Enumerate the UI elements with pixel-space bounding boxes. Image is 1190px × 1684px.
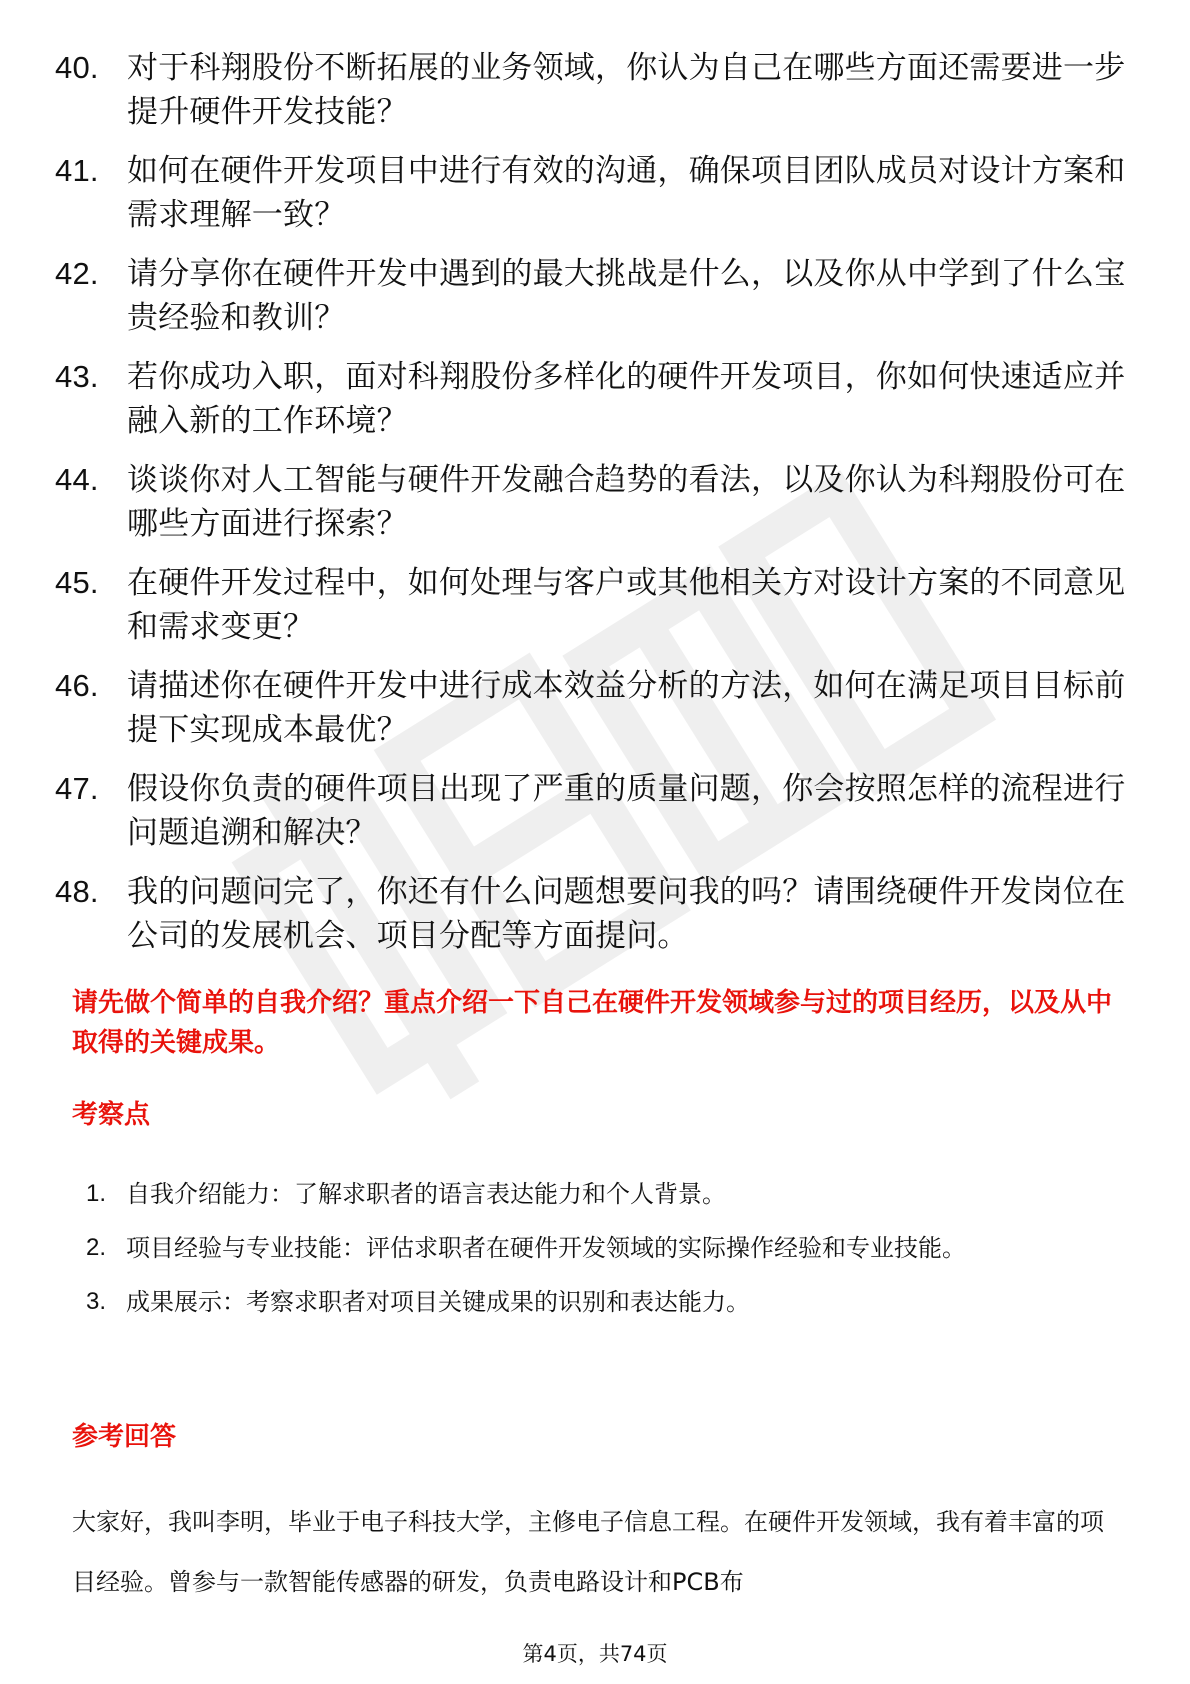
question-text: 谈谈你对人工智能与硬件开发融合趋势的看法，以及你认为科翔股份可在哪些方面进行探索？	[127, 462, 1126, 542]
question-text: 请分享你在硬件开发中遇到的最大挑战是什么，以及你从中学到了什么宝贵经验和教训？	[127, 256, 1126, 336]
point-number: 2.	[86, 1234, 107, 1261]
point-text: 项目经验与专业技能：评估求职者在硬件开发领域的实际操作经验和专业技能。	[126, 1234, 966, 1262]
point-number: 1.	[86, 1180, 107, 1207]
list-item	[55, 458, 1135, 546]
points-heading: 考察点	[72, 1100, 151, 1130]
question-text: 请描述你在硬件开发中进行成本效益分析的方法，如何在满足项目目标前提下实现成本最优？	[127, 668, 1126, 748]
answer-text: 大家好，我叫李明，毕业于电子科技大学，主修电子信息工程。在硬件开发领域，我有着丰富的项目经验。曾参与一款智能传感器的研发，负责电路设计和PCB布	[72, 1508, 1104, 1596]
list-item	[55, 252, 1135, 340]
question-number: 42.	[55, 256, 99, 291]
question-number: 43.	[55, 359, 99, 394]
question-number: 45.	[55, 565, 99, 600]
question-text: 在硬件开发过程中，如何处理与客户或其他相关方对设计方案的不同意见和需求变更？	[127, 565, 1126, 645]
question-text: 假设你负责的硬件项目出现了严重的质量问题，你会按照怎样的流程进行问题追溯和解决？	[127, 771, 1126, 851]
question-number: 48.	[55, 874, 99, 909]
list-item	[86, 1221, 1126, 1275]
point-number: 3.	[86, 1288, 107, 1315]
points-list	[86, 1167, 1126, 1329]
question-text: 对于科翔股份不断拓展的业务领域，你认为自己在哪些方面还需要进一步提升硬件开发技能？	[127, 50, 1126, 130]
question-number: 41.	[55, 153, 99, 188]
page-footer: 第4页，共74页	[522, 1642, 668, 1666]
list-item	[55, 561, 1135, 649]
list-item	[55, 46, 1135, 134]
question-text: 若你成功入职，面对科翔股份多样化的硬件开发项目，你如何快速适应并融入新的工作环境？	[127, 359, 1126, 439]
list-item	[86, 1167, 1126, 1221]
answer-heading: 参考回答	[72, 1422, 177, 1452]
list-item	[86, 1275, 1126, 1329]
list-item	[55, 767, 1135, 855]
list-item	[55, 149, 1135, 237]
question-text: 我的问题问完了，你还有什么问题想要问我的吗？请围绕硬件开发岗位在公司的发展机会、项目分配等方面提问。	[127, 874, 1126, 954]
question-number: 47.	[55, 771, 99, 806]
point-text: 自我介绍能力：了解求职者的语言表达能力和个人背景。	[126, 1180, 726, 1208]
point-text: 成果展示：考察求职者对项目关键成果的识别和表达能力。	[126, 1288, 750, 1316]
featured-question: 请先做个简单的自我介绍？重点介绍一下自己在硬件开发领域参与过的项目经历，以及从中取得的关键成果。	[72, 988, 1113, 1058]
question-text: 如何在硬件开发项目中进行有效的沟通，确保项目团队成员对设计方案和需求理解一致？	[127, 153, 1126, 233]
list-item	[55, 870, 1135, 958]
question-list	[55, 46, 1135, 973]
list-item	[55, 664, 1135, 752]
question-number: 46.	[55, 668, 99, 703]
question-number: 44.	[55, 462, 99, 497]
question-number: 40.	[55, 50, 99, 85]
list-item	[55, 355, 1135, 443]
